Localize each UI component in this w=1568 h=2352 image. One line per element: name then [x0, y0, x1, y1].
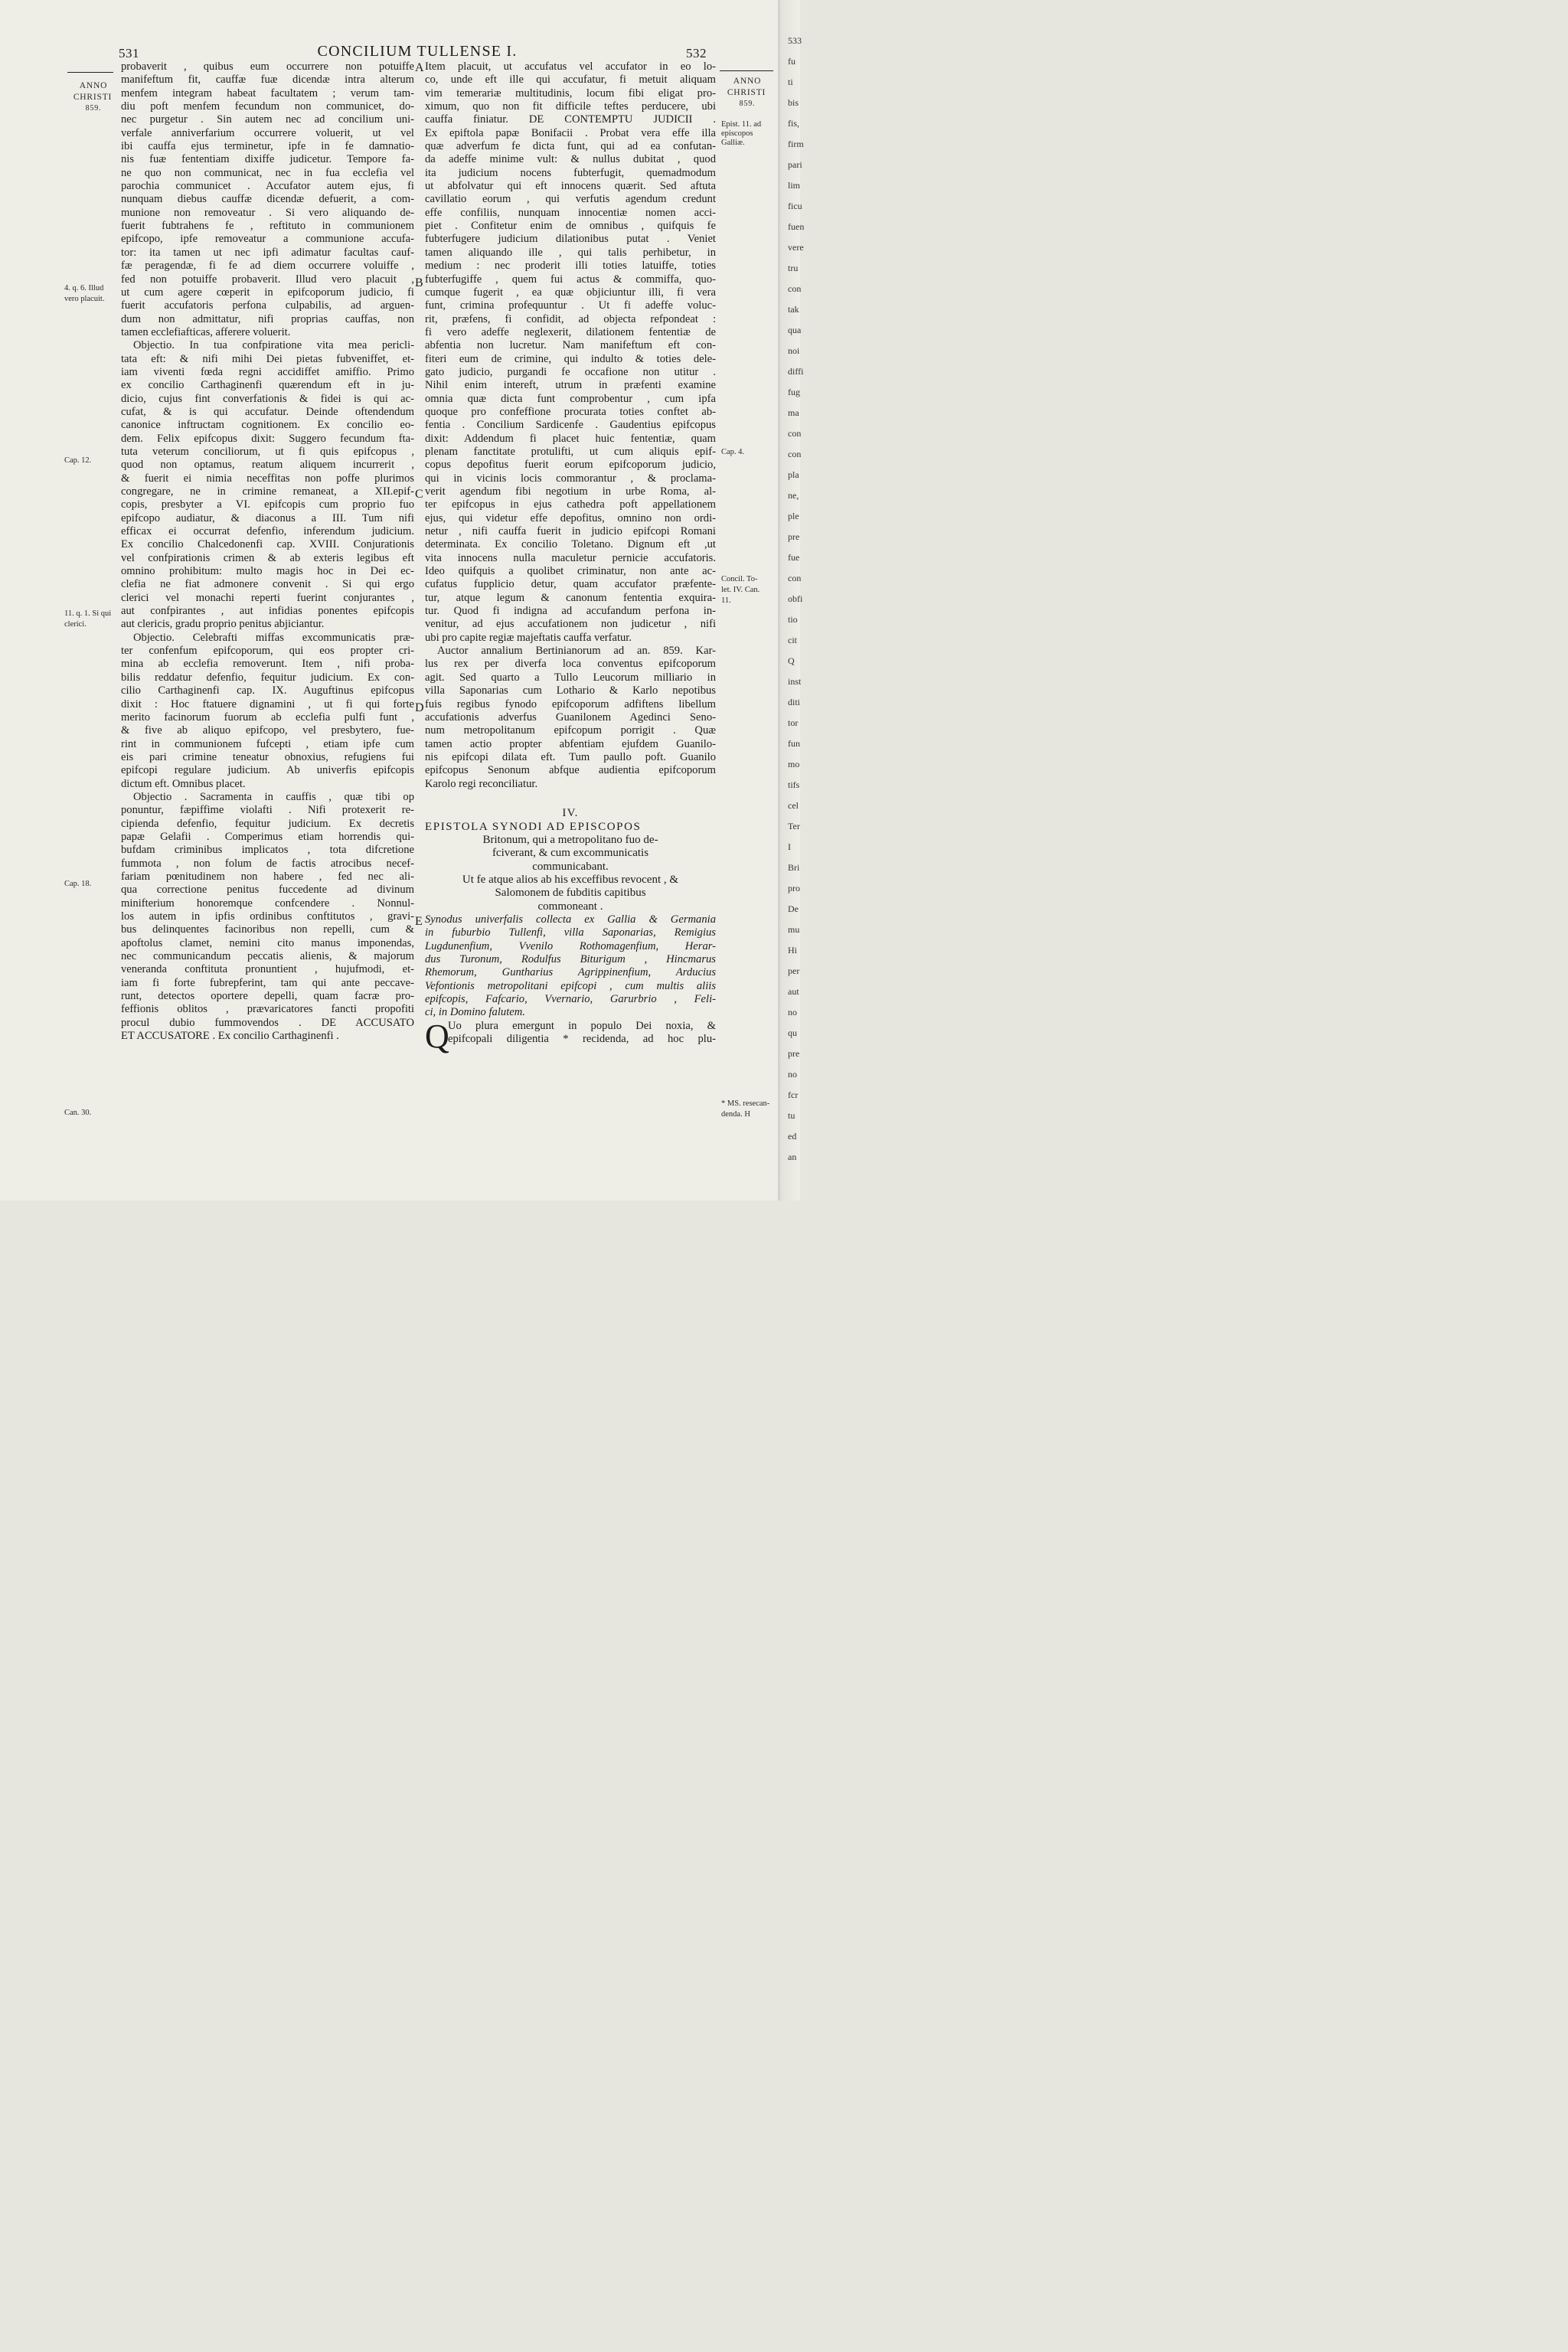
facing-page-fragment: ne, [788, 490, 799, 501]
facing-page-fragment: inst [788, 676, 802, 687]
margin-note: Epist. 11. ad [721, 120, 762, 129]
text-line: procul dubio fummovendos . DE ACCUSATO [121, 1016, 414, 1029]
facing-page-fragment: Hi [788, 945, 797, 956]
text-line: nunquam diebus cauffæ dicendæ defuerit, a com- [121, 193, 414, 206]
margin-note: Galliæ. [721, 139, 745, 147]
section-letter: B [415, 276, 423, 289]
text-line: fed non potuiffe probaverit. Illud vero placuit , [121, 273, 414, 286]
facing-page-fragment: qua [788, 325, 802, 335]
text-line: omnia quæ dicta funt comprobentur , cum ipfa [425, 392, 716, 405]
anno-left-1: ANNO [79, 81, 108, 90]
facing-page-fragment: cel [788, 800, 799, 811]
text-line: cumque fugerit , ea quæ objiciuntur illi, fi vera [425, 286, 716, 299]
facing-page-fragment: con [788, 573, 802, 583]
text-line: ut abfolvatur qui eft innocens quærit. Sed aftuta [425, 180, 716, 193]
text-line: quæ adverfum fe dicta funt, qui ad ea confutan- [425, 140, 716, 153]
text-line: dictum eft. Omnibus placet. [121, 777, 246, 790]
facing-page-fragment: diti [788, 697, 801, 707]
text-line: Objectio. Celebrafti miffas excommunicatis præ- [133, 631, 414, 644]
facing-page-fragment: Q [788, 655, 795, 666]
right-column-text [425, 60, 716, 791]
text-line: mina ab ecclefia removerunt. Item , nifi proba- [121, 658, 414, 671]
anno-right-1: ANNO [733, 77, 762, 86]
text-line: cauffa finiatur. DE CONTEMPTU JUDICII . [425, 113, 716, 126]
text-line: rint in communionem fufcepti , etiam ipfe cum [121, 737, 414, 750]
text-line: Vefontionis metropolitani epifcopi , cum multis aliis [425, 979, 716, 992]
facing-page-fragment: fu [788, 56, 795, 67]
text-line: bufdam criminibus implicatos , tota difcretione [121, 844, 414, 857]
text-line: papæ Gelafii . Comperimus etiam horrendis qui- [121, 830, 414, 843]
text-line: & fuerit ei nimia neceffitas non poffe plurimos [121, 472, 414, 485]
anno-left-2: CHRISTI [73, 93, 113, 102]
facing-page-fragment: no [788, 1007, 797, 1018]
text-line: ut cum agere cœperit in epifcoporum judicio, fi [121, 286, 414, 299]
margin-note: 4. q. 6. Illud [64, 284, 104, 292]
text-line: num metropolitanum epifcopum porrigit . Quæ [425, 724, 716, 737]
margin-note: clerici. [64, 620, 87, 629]
book-page [0, 0, 805, 1200]
text-line: efficax ei occurrat defenfio, inferendum judicium. [121, 525, 414, 538]
text-line: villa Saponarias cum Lothario & Karlo nepotibus [425, 684, 716, 697]
text-line: feffionis oblitos , prævaricatores fancti propofiti [121, 1003, 414, 1016]
text-line: verfale anniverfarium occurrere voluerit, ut vel [121, 126, 414, 139]
facing-page-fragment: diffi [788, 366, 804, 377]
facing-page-fragment: cit [788, 635, 797, 645]
page-number-left: 531 [119, 46, 139, 60]
left-column [121, 60, 414, 1043]
text-line: co, unde eft ille qui accufatur, fi metuit aliquam [425, 74, 716, 87]
text-line: parochia communicet . Accufator autem ejus, fi [121, 180, 414, 193]
spacer [425, 791, 716, 804]
section-letter: C [415, 488, 423, 501]
text-line: copis, presbyter a VI. epifcopis cum proprio fuo [121, 498, 414, 511]
facing-page-fragment: pro [788, 883, 800, 893]
drop-cap: Q [425, 1017, 449, 1055]
text-line: lus rex per diverfa loca conventus epifcoporum [425, 658, 716, 671]
text-line: nis epifcopi dilata eft. Tum paullo poft. Guanilo [425, 750, 716, 763]
text-line: Item placuit, ut accufatus vel accufator in eo lo- [425, 60, 716, 73]
text-line: agit. Sed quarto a Tullo Leucorum milliario in [425, 671, 716, 684]
text-line: cufatus fupplicio detur, quam accufator præfente- [425, 578, 716, 591]
facing-page-fragment: tu [788, 1110, 795, 1121]
facing-page-fragment: obfi [788, 593, 803, 604]
text-line: funt, crimina profequuntur . Ut fi adeffe voluc- [425, 299, 716, 312]
text-line: fuerit fubtrahens fe , reftituto in communionem [121, 220, 414, 233]
facing-page-fragment: tru [788, 263, 799, 273]
facing-page-fragment: firm [788, 139, 804, 149]
text-line: bus delinquentes facinoribus non repelli, cum & [121, 923, 414, 936]
text-line: effe confiliis, nunquam innocentiæ nomen acci- [425, 206, 716, 219]
text-line: fariam pœnitudinem non habere , fed nec ali- [121, 870, 414, 883]
section-letter: E [415, 915, 423, 928]
facing-page-fragment: ficu [788, 201, 802, 211]
text-line: epifcopo, ipfe removeatur a communione accufa- [121, 233, 414, 246]
text-line: fuerit accufatoris perfona culpabilis, ad arguen- [121, 299, 414, 312]
facing-page-fragment: fuen [788, 221, 805, 232]
facing-page-fragment: pla [788, 469, 799, 480]
text-line: clerici vel monachi reperti fuerint conjurantes , [121, 591, 414, 604]
text-line: epifcopis, Fafcario, Vvernario, Garurbrio , Feli- [425, 993, 716, 1006]
facing-page-fragment: tio [788, 614, 798, 625]
margin-note: episcopos [721, 129, 753, 138]
synod-address [425, 913, 716, 1020]
text-line: cilio Carthaginenfi cap. IX. Auguftinus epifcopus [121, 684, 414, 697]
margin-note: * MS. resecan- [721, 1099, 770, 1108]
facing-page-fragment: ma [788, 407, 799, 418]
margin-note: 11. [721, 596, 731, 605]
text-line: tor: ita tamen ut nec ipfi adimatur facultas cauf- [121, 246, 414, 259]
text-line: ibi cauffa ejus terminetur, ipfe in fe damnatio- [121, 140, 414, 153]
text-line: in fuburbio Tullenfi, villa Saponarias, Remigius [425, 926, 716, 939]
facing-page-fragment: no [788, 1069, 797, 1080]
facing-page-fragment: pre [788, 531, 800, 542]
text-line: nis fuæ fententiam dixiffe judicetur. Tempore fa- [121, 153, 414, 166]
text-line: fubterfugere judicium dilationibus putat . Veniet [425, 233, 716, 246]
text-line: gato judicio, purgandi fe occafione non utitur . [425, 365, 716, 378]
facing-page-fragment: tor [788, 717, 799, 728]
facing-page-fragment: con [788, 449, 802, 459]
text-line: canonice inftructam cognitionem. Ex concilio eo- [121, 419, 414, 432]
section-summary-3: commoneant . [537, 900, 603, 913]
anno-right-2: CHRISTI [727, 88, 766, 97]
section-summary-1: Ut fe atque alios ab his exceffibus revocent , & [462, 873, 679, 886]
text-line: minifterium honoremque confcendere . Nonnul- [121, 897, 414, 910]
facing-page-fragment: con [788, 283, 802, 294]
text-line: ter confenfum epifcoporum, qui eos propter cri- [121, 645, 414, 658]
text-line: ET ACCUSATORE . Ex concilio Carthaginenfi . [121, 1030, 339, 1043]
facing-page-fragment: ed [788, 1131, 797, 1142]
facing-page-fragment: per [788, 965, 800, 976]
text-line: ximum, quo non fit difficile teftes perducere, ubi [425, 100, 716, 113]
text-line: medium : nec proderit illi toties latuiffe, toties [425, 260, 716, 273]
section-number: IV. [562, 807, 579, 820]
text-line: ex concilio Carthaginenfi quærendum eft in ju- [121, 379, 414, 392]
text-line: iam viventi fœda regni accidiffet amiffio. Primo [121, 365, 414, 378]
text-line: venitur, ad ejus accufationem non judicetur , nifi [425, 618, 716, 631]
facing-page-fragment: Bri [788, 862, 800, 873]
text-line: fi vero adeffe neglexerit, dilationem fententiæ de [425, 325, 716, 338]
margin-rule-left [67, 72, 113, 73]
text-line: rit, præfens, fi confidit, ad objecta refpondeat : [425, 312, 716, 325]
page-number-right: 532 [686, 46, 707, 60]
margin-note: denda. H [721, 1110, 750, 1119]
margin-note: Can. 30. [64, 1109, 92, 1117]
text-line: quod non optamus, reatum aliquem incurrerit , [121, 459, 414, 472]
text-line: Karolo regi reconciliatur. [425, 777, 538, 790]
text-line: epifcopo audiatur, & diaconus a III. Tum nifi [121, 511, 414, 524]
margin-note: Cap. 18. [64, 880, 92, 888]
text-line: da adeffe minime vult: & nullus dubitat , quod [425, 153, 716, 166]
text-line: aut confpirantes , aut infidias ponentes epifcopis [121, 605, 414, 618]
text-line: ejus, qui videtur effe depofitus, omnino non ordi- [425, 511, 716, 524]
text-line: fentia . Concilium Sardicenfe . Gaudentius epifcopus [425, 419, 716, 432]
text-line: Synodus univerfalis collecta ex Gallia & Germania [425, 913, 716, 926]
anno-right-3: 859. [739, 100, 756, 108]
facing-page-fragment: fue [788, 552, 800, 563]
text-line: manifeftum fit, cauffæ fuæ dicendæ intra alterum [121, 74, 414, 87]
facing-page-fragment: aut [788, 986, 799, 997]
facing-page-fragment: mu [788, 924, 800, 935]
text-line: ci, in Domino falutem. [425, 1006, 525, 1019]
text-line: Ex concilio Chalcedonenfi cap. XVIII. Conjurationis [121, 538, 414, 551]
text-line: ubi pro capite regiæ majeftatis cauffa verfatur. [425, 631, 632, 644]
text-line: congregare, ne in crimine remaneat, a XII.epif- [121, 485, 414, 498]
text-line: tuta veterum conciliorum, ut fi quis epifcopus , [121, 445, 414, 458]
text-line: cipienda defenfio, fequitur judicium. Ex decretis [121, 817, 414, 830]
text-line: accufationis adverfus Guanilonem Agedinci Seno- [425, 710, 716, 724]
text-line: dixit: Addendum fi placet huic fententiæ, quam [425, 432, 716, 445]
facing-page-fragment: mo [788, 759, 800, 769]
text-line: nec purgetur . Sin autem nec ad concilium uni- [121, 113, 414, 126]
text-line: dem. Felix epifcopus dixit: Suggero fecundum fta- [121, 432, 414, 445]
text-line: tamen aliquando ille , qui talis perhibetur, in [425, 246, 716, 259]
text-line: los autem in ipfis ordinibus conftitutos , gravi- [121, 910, 414, 923]
section-title: EPISTOLA SYNODI AD EPISCOPOS [425, 820, 642, 833]
text-line: Lugdunenfium, Vvenilo Rothomagenfium, Herar- [425, 939, 716, 952]
text-line: dixit : Hoc ftatuere dignamini , ut fi qui forte [121, 697, 414, 710]
section-subtitle-1: Britonum, qui a metropolitano fuo de- [482, 833, 658, 846]
text-line: vel confpirationis crimen & ab exteris legibus eft [121, 551, 414, 564]
text-line: epifcopus Senonum abfque audientia epifcoporum [425, 764, 716, 777]
section-subtitle-3: communicabant. [532, 860, 609, 873]
text-line: copus depofitus fuerit eorum epifcoporum judicio, [425, 459, 716, 472]
text-line: ita judicium nocens fubterfugit, quemadmodum [425, 166, 716, 179]
text-line: determinata. Ex concilio Toletano. Dignum eft ,ut [425, 538, 716, 551]
facing-page-fragment: bis [788, 97, 799, 108]
text-line: omnino prohibitum: multo magis hoc in Dei ec- [121, 565, 414, 578]
facing-page-fragment: noi [788, 345, 800, 356]
facing-page-fragment: ti [788, 77, 793, 87]
text-line: Objectio. In tua confpiratione vita mea pericli- [133, 339, 414, 352]
margin-note: let. IV. Can. [721, 586, 760, 594]
text-line: fiteri eum de crimine, qui indulto & toties dele- [425, 352, 716, 365]
text-line: runt, detectos oportere depelli, quam facræ pro- [121, 990, 414, 1003]
text-line: quoque pro confeffione procurata toties conftet ab- [425, 405, 716, 418]
facing-page-fragment: pre [788, 1048, 800, 1059]
facing-page-fragment: Ter [788, 821, 800, 831]
right-column [425, 60, 716, 1055]
facing-page-fragment: qu [788, 1027, 797, 1038]
text-line: diu poft menfem fecundum non communicet, do- [121, 100, 414, 113]
text-line: cavillatio eorum , qui verfutis agendum credunt [425, 193, 716, 206]
text-line: menfem integram habeat facultatem ; verum tam- [121, 87, 414, 100]
text-line: tata eft: & nifi mihi Dei pietas fubveniffet, et- [121, 352, 414, 365]
text-line: bilis reddatur defenfio, fequitur judicium. Ex con- [121, 671, 414, 684]
facing-page-fragment: fug [788, 387, 800, 397]
text-line: piet . Confitetur enim de omnibus , quifquis fe [425, 220, 716, 233]
text-line: aut clericis, gradu proprio penitus abjiciantur. [121, 618, 325, 631]
facing-page-fragment: fis, [788, 118, 799, 129]
facing-page-fragment: fcr [788, 1089, 799, 1100]
text-line: veneranda conftituta pronuntient , hujufmodi, et- [121, 963, 414, 976]
section-letter: A [415, 61, 424, 74]
letter-opening [425, 1017, 716, 1055]
text-line: fuis regibus fynodo epifcoporum adfiftens libellum [425, 697, 716, 710]
text-line: ponuntur, fæpiffime violafti . Nifi protexerit re- [121, 804, 414, 817]
margin-note: Concil. To- [721, 575, 758, 583]
section-letter: D [415, 701, 424, 714]
facing-page-edge [778, 0, 805, 1200]
text-line: abfentia non lucretur. Nam manifeftum eft con- [425, 339, 716, 352]
margin-note: vero placuit. [64, 295, 105, 303]
text-line: ne quo non communicat, nec in fua ecclefia vel [121, 166, 414, 179]
text-line: Nihil enim intereft, utrum in præfenti examine [425, 379, 716, 392]
facing-page-fragment: con [788, 428, 802, 439]
margin-note: Cap. 4. [721, 448, 745, 456]
text-line: tamen actio propter abfentiam ejufdem Guanilo- [425, 737, 716, 750]
facing-page-fragment: lim [788, 180, 801, 191]
facing-page-fragment: De [788, 903, 799, 914]
margin-note: Cap. 12. [64, 456, 92, 465]
text-line: netur , nifi cauffa fuerit in judicio epifcopi Romani [425, 525, 716, 538]
text-line: verit agendum fibi negotium in urbe Roma, al- [425, 485, 716, 498]
text-line: munione non removeatur . Si vero aliquando de- [121, 206, 414, 219]
facing-page-fragment: tak [788, 304, 799, 315]
facing-page-fragment: pari [788, 159, 802, 170]
section-summary-2: Salomonem de fubditis capitibus [495, 887, 646, 900]
facing-page-fragment: tifs [788, 779, 800, 790]
text-line: qui in vicinis locis commorantur , & proclama- [425, 472, 716, 485]
text-line: Auctor annalium Bertinianorum ad an. 859. Kar- [437, 645, 716, 658]
text-line: epifcopi regulare judicium. Ab univerfis epifcopis [121, 764, 414, 777]
text-line: eis pari crimine teneatur obnoxius, refugiens fui [121, 750, 414, 763]
text-line: Objectio . Sacramenta in cauffis , quæ tibi op [133, 790, 414, 803]
text-line: vita innocens nulla maculetur pernicie accufatoris. [425, 551, 716, 564]
margin-rule-right [720, 70, 773, 71]
text-line: ter epifcopus in ejus cathedra poft appellationem [425, 498, 716, 511]
text-line: fæ peragendæ, fi fe ad diem occurrere voluiffe , [121, 260, 414, 273]
facing-page-fragment: I [788, 841, 791, 852]
anno-left-3: 859. [85, 104, 102, 113]
text-line: cufat, & is qui accufatur. Deinde oftendendum [121, 405, 414, 418]
text-line: dus Turonum, Rodulfus Biturigum , Hincmarus [425, 953, 716, 966]
text-line: merito facinorum fuorum ab ecclefia pulfi funt , [121, 710, 414, 724]
text-line: nec communicandum peccatis alienis, & majorum [121, 950, 414, 963]
text-line: fubterfugiffe , quem fui actus & commiffa, quo- [425, 273, 716, 286]
text-line: clefia ne fiat admonere convenit . Si qui ergo [121, 578, 414, 591]
text-line: & five ab aliquo epifcopo, vel presbytero, fue- [121, 724, 414, 737]
text-line: fummota , non folum de factis atrocibus necef- [121, 857, 414, 870]
text-line: probaverit , quibus eum occurrere non potuiffe [121, 60, 414, 73]
text-line: tur. Quod fi indigna ad accufandum perfona in- [425, 605, 716, 618]
section-subtitle-2: fciverant, & cum excommunicatis [492, 847, 649, 860]
text-line: Ideo quifquis a quolibet criminatur, non ante ac- [425, 565, 716, 578]
text-line: apoftolus clamet, nemini cito manus imponendas, [121, 936, 414, 949]
facing-page-fragment: an [788, 1152, 797, 1162]
text-line: tamen ecclefiafticas, afferere voluerit. [121, 325, 291, 338]
text-line: dum non admittatur, nifi proprias cauffas, non [121, 312, 414, 325]
margin-note: 11. q. 1. Si qui [64, 609, 112, 618]
text-line: iam fi forte fubrepferint, tam qui ante peccave- [121, 976, 414, 989]
text-line: qua correctione penitus fuccedente ad divinum [121, 884, 414, 897]
facing-page-fragment: ple [788, 511, 799, 521]
text-line: plenam fanctitate protulifti, ut cum aliquis epif- [425, 445, 716, 458]
text-line: tur, atque legum & canonum fententia exquira- [425, 591, 716, 604]
running-title: CONCILIUM TULLENSE I. [317, 43, 518, 60]
facing-page-fragment: vere [788, 242, 804, 253]
text-line: epifcopali diligentia * recidenda, ad hoc plu- [448, 1033, 716, 1046]
text-line: Ex epiftola papæ Bonifacii . Probat vera effe illa [425, 126, 716, 139]
letter-opening-lines [425, 1020, 716, 1047]
text-line: dicio, cujus fint converfationis & fidei is qui ac- [121, 392, 414, 405]
facing-page-fragment: 533 [788, 35, 802, 46]
text-line: Uo plura emergunt in populo Dei noxia, & [448, 1019, 716, 1032]
facing-page-fragment: fun [788, 738, 800, 749]
text-line: vim temerariæ multitudinis, locum fibi eligat pro- [425, 87, 716, 100]
text-line: Rhemorum, Guntharius Agrippinenfium, Arducius [425, 966, 716, 979]
